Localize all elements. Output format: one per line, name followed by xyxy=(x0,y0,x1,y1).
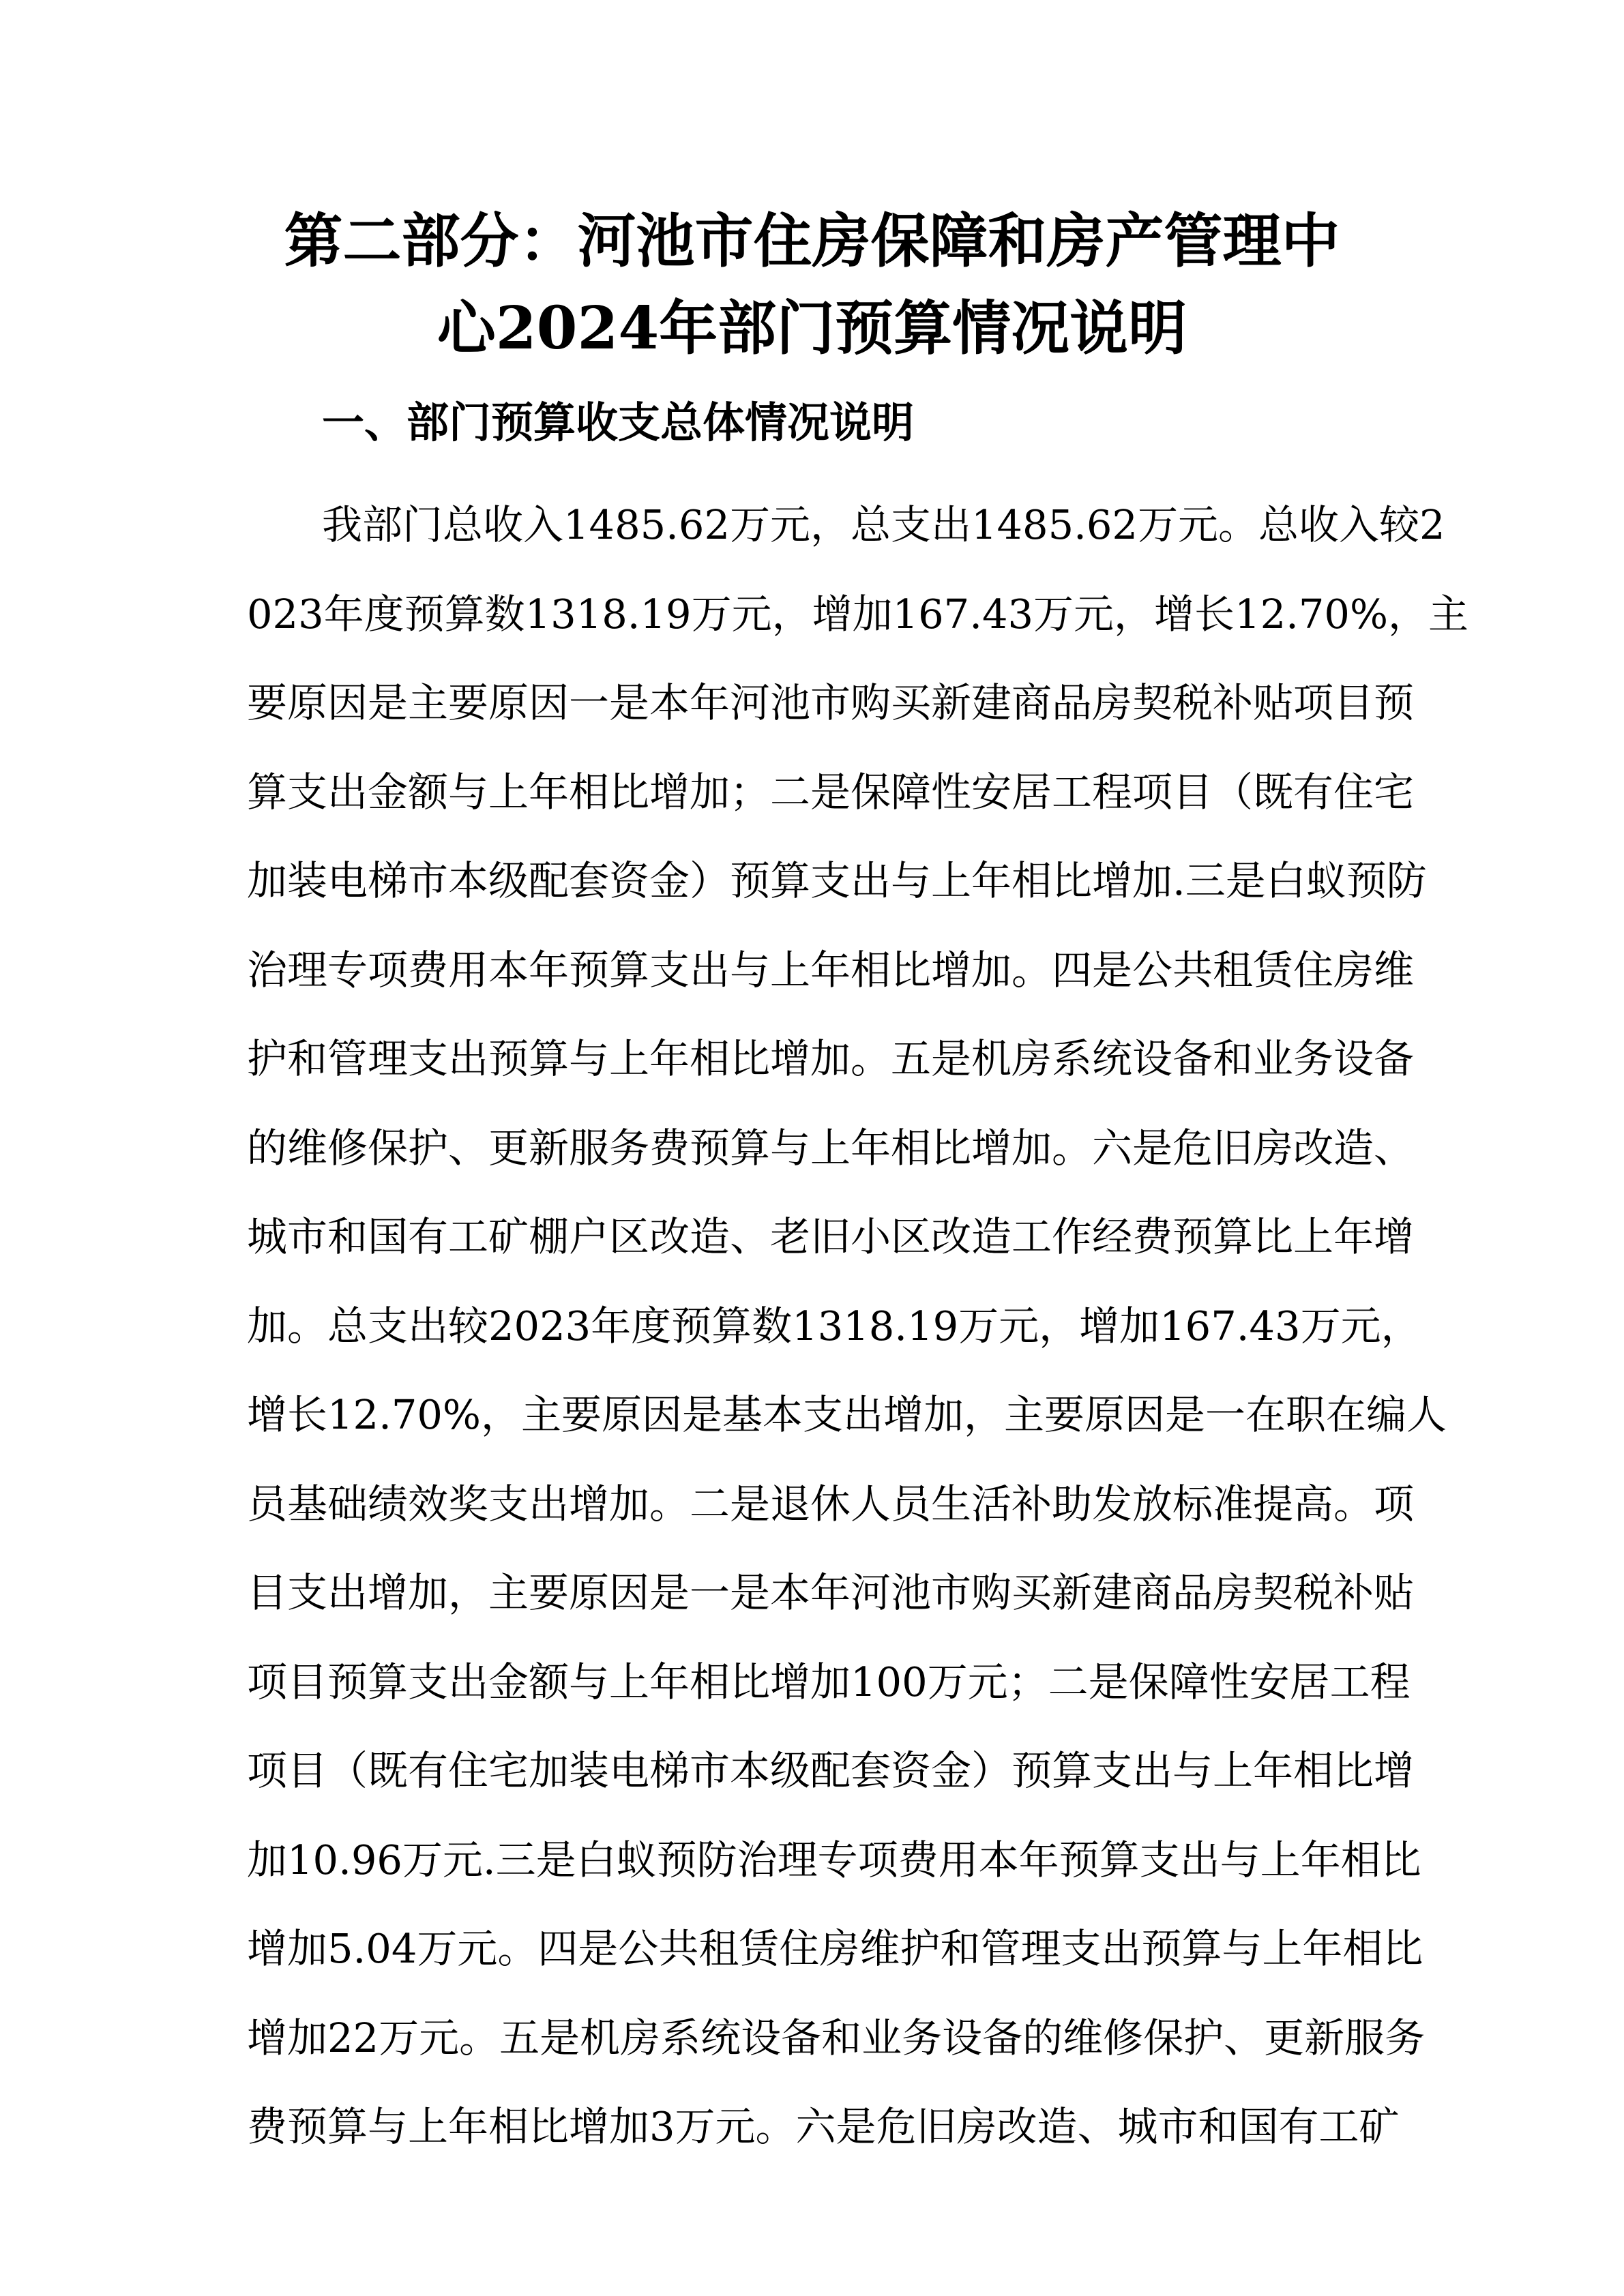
title-line-1: 第二部分：河池市住房保障和房产管理中 xyxy=(284,207,1340,275)
body-line: 护和管理支出预算与上年相比增加。五是机房系统设备和业务设备 xyxy=(247,1035,1415,1082)
section-heading: 一、部门预算收支总体情况说明 xyxy=(322,398,915,447)
body-line: 增加5.04万元。四是公共租赁住房维护和管理支出预算与上年相比 xyxy=(247,1925,1423,1972)
body-line: 目支出增加，主要原因是一是本年河池市购买新建商品房契税补贴 xyxy=(247,1569,1415,1616)
body-line: 城市和国有工矿棚户区改造、老旧小区改造工作经费预算比上年增 xyxy=(247,1213,1415,1260)
title-line-2: 心2024年部门预算情况说明 xyxy=(437,294,1187,363)
body-line: 费预算与上年相比增加3万元。六是危旧房改造、城市和国有工矿 xyxy=(247,2103,1400,2150)
body-line: 的维修保护、更新服务费预算与上年相比增加。六是危旧房改造、 xyxy=(247,1124,1415,1172)
body-line: 算支出金额与上年相比增加；二是保障性安居工程项目（既有住宅 xyxy=(247,768,1415,816)
body-paragraph xyxy=(247,481,1469,2172)
body-line: 加。总支出较2023年度预算数1318.19万元，增加167.43万元， xyxy=(247,1302,1421,1350)
body-line: 员基础绩效奖支出增加。二是退休人员生活补助发放标准提高。项 xyxy=(247,1480,1415,1527)
body-line: 项目预算支出金额与上年相比增加100万元；二是保障性安居工程 xyxy=(247,1658,1411,1705)
body-line: 项目（既有住宅加装电梯市本级配套资金）预算支出与上年相比增 xyxy=(247,1747,1415,1794)
body-line: 我部门总收入1485.62万元，总支出1485.62万元。总收入较2 xyxy=(322,501,1445,548)
body-line: 增加22万元。五是机房系统设备和业务设备的维修保护、更新服务 xyxy=(247,2014,1426,2061)
body-line: 023年度预算数1318.19万元，增加167.43万元，增长12.70%，主 xyxy=(247,590,1469,638)
body-line: 治理专项费用本年预算支出与上年相比增加。四是公共租赁住房维 xyxy=(247,946,1415,994)
document-title xyxy=(205,198,1419,372)
body-line: 加10.96万元.三是白蚁预防治理专项费用本年预算支出与上年相比 xyxy=(247,1836,1421,1883)
body-line: 加装电梯市本级配套资金）预算支出与上年相比增加.三是白蚁预防 xyxy=(247,857,1427,904)
body-line: 要原因是主要原因一是本年河池市购买新建商品房契税补贴项目预 xyxy=(247,679,1415,726)
body-line: 增长12.70%，主要原因是基本支出增加，主要原因是一在职在编人 xyxy=(247,1391,1447,1438)
